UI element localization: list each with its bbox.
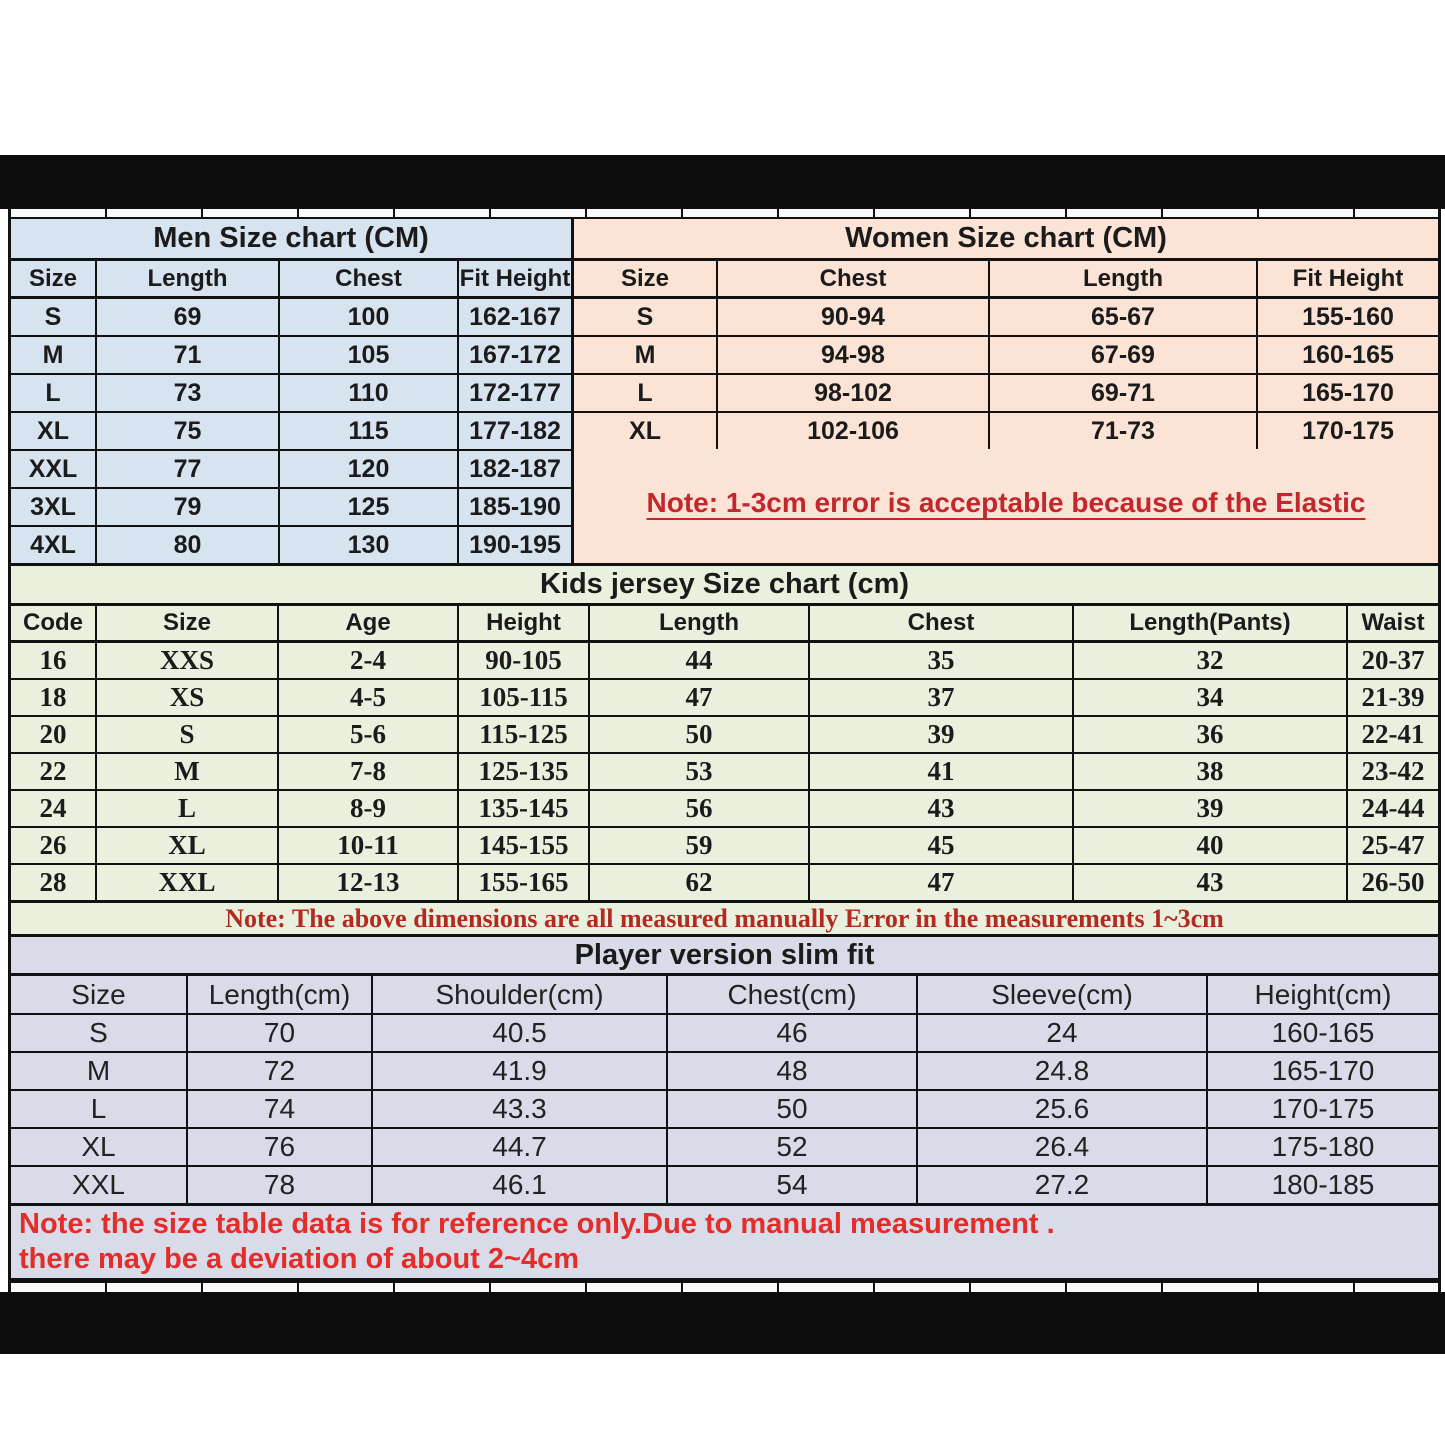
- table-cell: 72: [188, 1053, 373, 1089]
- column-header-cell: Length: [590, 606, 810, 640]
- table-cell: 172-177: [469, 378, 561, 407]
- women-header-row: [574, 261, 1438, 299]
- table-cell: 105-115: [459, 680, 590, 715]
- table-cell: 36: [1074, 717, 1348, 752]
- column-header-cell: Fit Height: [459, 264, 571, 292]
- footer-note-line1: Note: the size table data is for reference only.Due to manual measurement .: [19, 1208, 1055, 1241]
- table-cell: 52: [668, 1129, 918, 1165]
- table-cell: 4XL: [11, 527, 97, 563]
- table-cell: 170-175: [1302, 416, 1394, 445]
- table-cell: 180-185: [1271, 1169, 1375, 1200]
- empty-cell-strip-top: [11, 209, 1438, 219]
- table-cell: 27.2: [918, 1167, 1208, 1203]
- column-header-cell: Size: [574, 261, 718, 296]
- table-cell: 185-190: [469, 492, 561, 521]
- table-cell: 73: [97, 375, 280, 411]
- table-cell: 71: [97, 337, 280, 373]
- table-cell: XL: [574, 413, 718, 449]
- table-cell: 12-13: [279, 865, 459, 900]
- column-header-cell: Length(cm): [188, 976, 373, 1013]
- table-cell: 75: [97, 413, 280, 449]
- women-table-body: [574, 299, 1438, 449]
- table-cell: 78: [188, 1167, 373, 1203]
- table-cell: 70: [188, 1015, 373, 1051]
- table-cell: 175-180: [1271, 1131, 1375, 1162]
- table-cell: XL: [11, 413, 97, 449]
- table-cell: 77: [97, 451, 280, 487]
- table-cell: 43: [1074, 865, 1348, 900]
- table-cell: L: [11, 1091, 188, 1127]
- empty-cell-strip-bottom: [11, 1280, 1438, 1292]
- table-cell: 54: [668, 1167, 918, 1203]
- table-row: [574, 299, 1438, 337]
- women-table-title: Women Size chart (CM): [574, 219, 1438, 261]
- table-cell: 26.4: [918, 1129, 1208, 1165]
- table-cell: 71-73: [990, 413, 1258, 449]
- bottom-black-bar: [0, 1292, 1445, 1354]
- table-row: [11, 451, 571, 489]
- kids-note-row: [11, 903, 1438, 937]
- table-cell: 115: [280, 413, 459, 449]
- column-header-cell: Height(cm): [1254, 978, 1392, 1010]
- table-cell: 94-98: [718, 337, 990, 373]
- table-cell: 45: [810, 828, 1074, 863]
- table-cell: XL: [97, 828, 279, 863]
- elastic-error-note: Note: 1-3cm error is acceptable because of the Elastic: [646, 487, 1366, 518]
- table-cell: L: [97, 791, 279, 826]
- footer-note-line2: there may be a deviation of about 2~4cm: [19, 1243, 580, 1275]
- player-table-body: [11, 1015, 1438, 1203]
- table-cell: XL: [11, 1129, 188, 1165]
- table-cell: 47: [810, 865, 1074, 900]
- table-cell: 46.1: [373, 1167, 668, 1203]
- table-cell: 50: [668, 1091, 918, 1127]
- column-header-cell: Chest: [810, 606, 1074, 640]
- table-cell: 8-9: [279, 791, 459, 826]
- table-cell: 24: [918, 1015, 1208, 1051]
- player-version-table: [11, 937, 1438, 1206]
- men-table-body: [11, 299, 571, 563]
- table-cell: 22-41: [1361, 719, 1425, 749]
- table-cell: 160-165: [1271, 1017, 1375, 1048]
- table-cell: 20: [11, 717, 97, 752]
- table-cell: 48: [668, 1053, 918, 1089]
- column-header-cell: Waist: [1361, 609, 1425, 636]
- table-cell: L: [11, 375, 97, 411]
- player-header-row: [11, 976, 1438, 1015]
- table-cell: 44: [590, 643, 810, 678]
- column-header-cell: Size: [11, 261, 97, 296]
- table-cell: 16: [11, 643, 97, 678]
- table-cell: M: [11, 337, 97, 373]
- bottom-margin: [0, 1354, 1445, 1445]
- table-cell: 120: [280, 451, 459, 487]
- table-row: [574, 375, 1438, 413]
- table-cell: 98-102: [718, 375, 990, 411]
- table-cell: 90-94: [718, 299, 990, 335]
- table-cell: 155-160: [1302, 302, 1394, 331]
- table-cell: 62: [590, 865, 810, 900]
- table-cell: 165-170: [1271, 1055, 1375, 1086]
- table-cell: 170-175: [1271, 1093, 1375, 1124]
- table-row: [11, 754, 1438, 791]
- manual-measure-note: Note: The above dimensions are all measured manually Error in the measurements 1~3cm: [225, 903, 1224, 933]
- table-cell: 53: [590, 754, 810, 789]
- top-black-bar: [0, 155, 1445, 209]
- column-header-cell: Shoulder(cm): [373, 976, 668, 1013]
- table-cell: 21-39: [1361, 682, 1425, 712]
- table-cell: 56: [590, 791, 810, 826]
- table-cell: 10-11: [279, 828, 459, 863]
- table-cell: 50: [590, 717, 810, 752]
- column-header-cell: Sleeve(cm): [918, 976, 1208, 1013]
- table-row: [11, 337, 571, 375]
- men-women-section: [11, 219, 1438, 566]
- table-cell: 162-167: [469, 302, 561, 331]
- column-header-cell: Code: [11, 606, 97, 640]
- table-row: [11, 865, 1438, 900]
- table-cell: S: [574, 299, 718, 335]
- column-header-cell: Chest: [718, 261, 990, 296]
- table-cell: 80: [97, 527, 280, 563]
- table-cell: 2-4: [279, 643, 459, 678]
- player-table-title: Player version slim fit: [11, 937, 1438, 976]
- table-cell: 177-182: [469, 416, 561, 445]
- table-cell: 76: [188, 1129, 373, 1165]
- table-row: [11, 643, 1438, 680]
- table-cell: S: [11, 299, 97, 335]
- column-header-cell: Chest(cm): [668, 976, 918, 1013]
- footer-note-area: [11, 1206, 1438, 1280]
- table-cell: 25-47: [1361, 830, 1425, 860]
- table-cell: 105: [280, 337, 459, 373]
- table-cell: 59: [590, 828, 810, 863]
- table-cell: 145-155: [459, 828, 590, 863]
- table-row: [574, 337, 1438, 375]
- table-cell: 65-67: [990, 299, 1258, 335]
- table-cell: 167-172: [469, 340, 561, 369]
- table-cell: 47: [590, 680, 810, 715]
- table-cell: XXL: [11, 1167, 188, 1203]
- table-cell: 37: [810, 680, 1074, 715]
- column-header-cell: Length: [97, 261, 280, 296]
- men-table-title: Men Size chart (CM): [11, 219, 571, 261]
- table-cell: 44.7: [373, 1129, 668, 1165]
- table-cell: M: [574, 337, 718, 373]
- table-cell: 67-69: [990, 337, 1258, 373]
- table-cell: 18: [11, 680, 97, 715]
- table-cell: 41: [810, 754, 1074, 789]
- table-cell: M: [97, 754, 279, 789]
- table-cell: 35: [810, 643, 1074, 678]
- table-row: [11, 1053, 1438, 1091]
- table-cell: L: [574, 375, 718, 411]
- women-note-area: [574, 449, 1438, 557]
- table-cell: XXS: [97, 643, 279, 678]
- table-row: [11, 299, 571, 337]
- table-cell: 39: [810, 717, 1074, 752]
- table-row: [11, 489, 571, 527]
- table-row: [11, 375, 571, 413]
- table-cell: 115-125: [459, 717, 590, 752]
- table-cell: 125-135: [459, 754, 590, 789]
- column-header-cell: Size: [97, 606, 279, 640]
- column-header-cell: Height: [459, 606, 590, 640]
- table-cell: 125: [280, 489, 459, 525]
- table-row: [11, 717, 1438, 754]
- table-cell: 41.9: [373, 1053, 668, 1089]
- column-header-cell: Chest: [280, 261, 459, 296]
- table-cell: 69-71: [990, 375, 1258, 411]
- table-cell: 100: [280, 299, 459, 335]
- table-row: [11, 828, 1438, 865]
- table-cell: M: [11, 1053, 188, 1089]
- kids-table-body: [11, 643, 1438, 900]
- table-cell: 110: [280, 375, 459, 411]
- column-header-cell: Length: [990, 261, 1258, 296]
- table-row: [11, 527, 571, 563]
- table-cell: 79: [97, 489, 280, 525]
- kids-table-title: Kids jersey Size chart (cm): [11, 566, 1438, 606]
- table-cell: 28: [11, 865, 97, 900]
- table-cell: 26-50: [1361, 867, 1425, 897]
- table-cell: 155-165: [459, 865, 590, 900]
- table-cell: 165-170: [1302, 378, 1394, 407]
- table-cell: 160-165: [1302, 340, 1394, 369]
- table-row: [574, 413, 1438, 449]
- table-cell: 5-6: [279, 717, 459, 752]
- men-header-row: [11, 261, 571, 299]
- column-header-cell: Length(Pants): [1074, 606, 1348, 640]
- table-cell: 69: [97, 299, 280, 335]
- table-cell: 24: [11, 791, 97, 826]
- column-header-cell: Fit Height: [1292, 264, 1404, 292]
- table-cell: 40.5: [373, 1015, 668, 1051]
- column-header-cell: Size: [11, 976, 188, 1013]
- men-size-table: [11, 219, 574, 563]
- column-header-cell: Age: [279, 606, 459, 640]
- table-cell: 43.3: [373, 1091, 668, 1127]
- table-cell: S: [97, 717, 279, 752]
- table-cell: 34: [1074, 680, 1348, 715]
- table-cell: 4-5: [279, 680, 459, 715]
- table-cell: XXL: [97, 865, 279, 900]
- table-cell: 24.8: [918, 1053, 1208, 1089]
- table-cell: 25.6: [918, 1091, 1208, 1127]
- table-cell: 32: [1074, 643, 1348, 678]
- table-cell: 26: [11, 828, 97, 863]
- table-cell: XS: [97, 680, 279, 715]
- table-row: [11, 1015, 1438, 1053]
- table-row: [11, 680, 1438, 717]
- table-cell: 23-42: [1361, 756, 1425, 786]
- table-cell: 90-105: [459, 643, 590, 678]
- table-row: [11, 1091, 1438, 1129]
- spreadsheet-area: [8, 209, 1441, 1292]
- table-cell: 190-195: [469, 530, 561, 559]
- table-row: [11, 1167, 1438, 1203]
- table-cell: XXL: [11, 451, 97, 487]
- table-row: [11, 791, 1438, 828]
- table-cell: 43: [810, 791, 1074, 826]
- table-cell: 130: [280, 527, 459, 563]
- table-cell: 7-8: [279, 754, 459, 789]
- kids-size-table: [11, 566, 1438, 903]
- women-size-table: [574, 219, 1438, 563]
- table-cell: 74: [188, 1091, 373, 1127]
- table-cell: 22: [11, 754, 97, 789]
- table-cell: 3XL: [11, 489, 97, 525]
- table-cell: 182-187: [469, 454, 561, 483]
- table-cell: 40: [1074, 828, 1348, 863]
- kids-header-row: [11, 606, 1438, 643]
- table-cell: 102-106: [718, 413, 990, 449]
- table-cell: 135-145: [459, 791, 590, 826]
- top-margin: [0, 0, 1445, 155]
- table-cell: 24-44: [1361, 793, 1425, 823]
- table-cell: 46: [668, 1015, 918, 1051]
- table-cell: 39: [1074, 791, 1348, 826]
- table-cell: S: [11, 1015, 188, 1051]
- table-row: [11, 1129, 1438, 1167]
- table-row: [11, 413, 571, 451]
- table-cell: 38: [1074, 754, 1348, 789]
- table-cell: 20-37: [1361, 645, 1425, 675]
